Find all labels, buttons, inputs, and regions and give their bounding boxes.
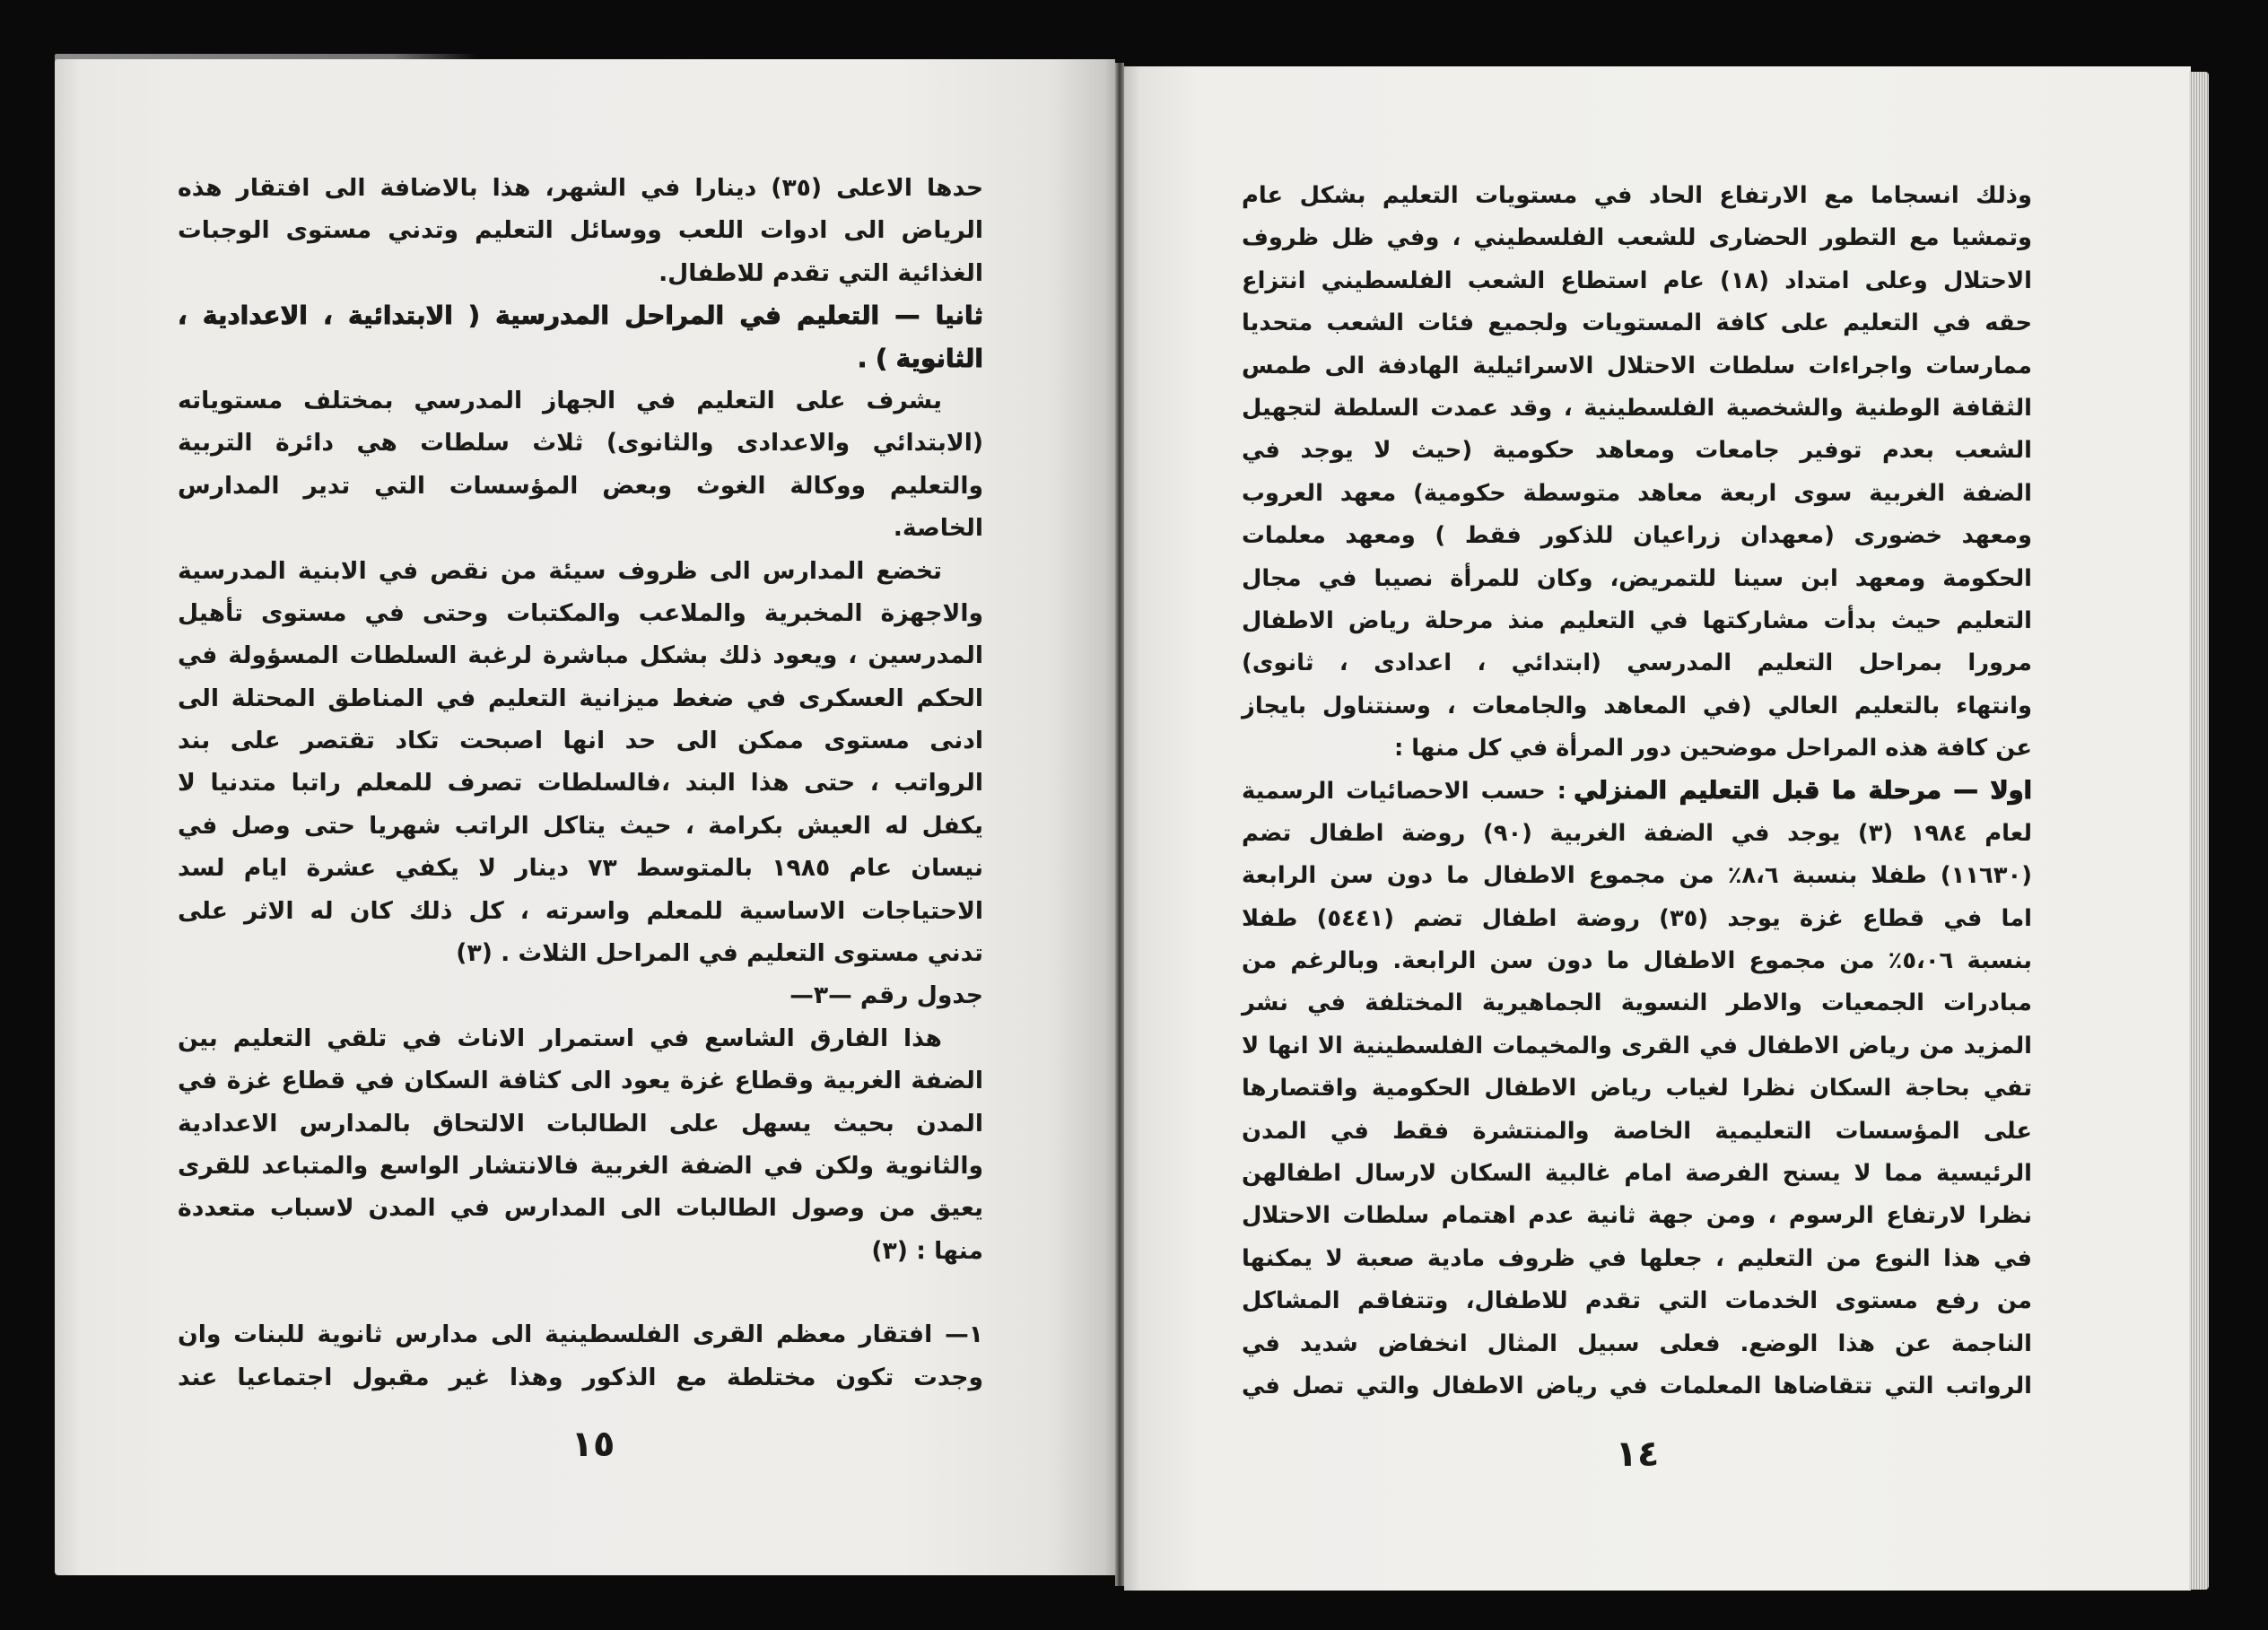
line-text: منها : (٣) <box>871 1236 983 1265</box>
text-line <box>177 209 983 251</box>
line-text: على المؤسسات التعليمية الخاصة والمنتشرة فقط في المدن <box>1242 1117 2032 1145</box>
text-line <box>177 1145 983 1187</box>
line-text: الشعب بعدم توفير جامعات ومعاهد حكومية (حيث لا يوجد في <box>1242 437 2032 465</box>
line-text: في هذا النوع من التعليم ، جعلها في ظروف مادية صعبة لا يمكنها <box>1242 1244 2032 1272</box>
line-text: الحكم العسكرى في ضغط ميزانية التعليم في المناطق المحتلة الى <box>178 684 983 712</box>
line-text: والثانوية ولكن في الضفة الغربية فالانتشار الواسع والمتباعد للقرى <box>178 1151 983 1180</box>
continued-paragraph <box>177 167 983 294</box>
line-text: ادنى مستوى ممكن الى حد انها اصبحت تكاد تقتصر على بند <box>178 727 983 755</box>
text-line <box>177 634 983 676</box>
text-line <box>177 337 983 379</box>
text-line <box>1241 855 2032 897</box>
right-page-text <box>1241 175 2032 1408</box>
line-text: (١١٦٣٠) طفلا بنسبة ٨،٦٪ من مجموع الاطفال ما دون سن الرابعة <box>1242 862 2032 890</box>
line-text: حدها الاعلى (٣٥) دينارا في الشهر، هذا بالاضافة الى افتقار هذه <box>178 174 983 202</box>
text-line <box>1241 260 2032 302</box>
text-line <box>1241 685 2032 728</box>
paragraph-gender-gap <box>177 1017 983 1272</box>
text-line <box>177 379 983 422</box>
line-text: حقه في التعليم على كافة المستويات ولجميع فئات الشعب متحديا <box>1242 309 2032 337</box>
line-text: تخضع المدارس الى ظروف سيئة من نقص في الابنية المدرسية <box>178 556 942 585</box>
line-text: من رفع مستوى الخدمات التي تقدم للاطفال، وتتفاقم المشاكل <box>1242 1287 2032 1315</box>
line-text: بنسبة ٥،٠٦٪ من مجموع الاطفال ما دون سن الرابعة. وبالرغم من <box>1242 947 2032 975</box>
text-line <box>177 1230 983 1272</box>
line-text: تدني مستوى التعليم في المراحل الثلاث . (٣) <box>456 939 983 968</box>
text-line <box>1241 345 2032 388</box>
line-text: ١— افتقار معظم القرى الفلسطينية الى مدارس ثانوية للبنات وان <box>178 1321 983 1349</box>
line-text: المدن بحيث يسهل على الطالبات الالتحاق بالمدارس الاعدادية <box>178 1109 983 1138</box>
list-item <box>177 1313 983 1399</box>
text-line <box>177 550 983 592</box>
line-text: عن كافة هذه المراحل موضحين دور المرأة في كل منها : <box>1394 735 2032 763</box>
text-line <box>1241 1025 2032 1068</box>
line-text: المدرسين ، ويعود ذلك بشكل مباشرة لرغبة السلطات المسؤولة في <box>178 641 983 670</box>
book-spine <box>1115 63 1124 1586</box>
text-line <box>1241 982 2032 1024</box>
line-text: نيسان عام ١٩٨٥ بالمتوسط ٧٣ دينار لا يكفي عشرة ايام لسد <box>178 854 983 883</box>
left-page <box>55 59 1115 1575</box>
text-line <box>177 762 983 804</box>
line-text: مرورا بمراحل التعليم المدرسي (ابتدائي ، اعدادى ، ثانوى) <box>1242 649 2032 677</box>
text-line <box>177 677 983 719</box>
text-line <box>177 422 983 464</box>
text-line <box>1241 1280 2032 1322</box>
page-number: ١٥ <box>571 1424 615 1465</box>
line-text: وذلك انسجاما مع الارتفاع الحاد في مستويات التعليم بشكل عام <box>1242 182 2032 209</box>
text-line <box>1241 473 2032 515</box>
text-line <box>1241 1195 2032 1237</box>
line-text: لعام ١٩٨٤ (٣) يوجد في الضفة الغربية (٩٠) روضة اطفال تضم <box>1242 819 2032 847</box>
text-line <box>1241 302 2032 344</box>
line-text: يكفل له العيش بكرامة ، حيث يتاكل الراتب شهريا حتى وصل في <box>178 811 983 840</box>
text-line <box>177 805 983 847</box>
line-text: ثانيا — التعليم في المراحل المدرسية ( الابتدائية ، الاعدادية ، <box>178 301 983 331</box>
page-number: ١٤ <box>1615 1434 1660 1475</box>
left-page-text <box>177 167 983 1399</box>
line-text: الرياض الى ادوات اللعب ووسائل التعليم وتدني مستوى الوجبات <box>178 216 983 245</box>
text-line <box>1241 642 2032 684</box>
line-text: مبادرات الجمعيات والاطر النسوية الجماهيرية المختلفة في نشر <box>1242 989 2032 1017</box>
table-reference <box>177 974 983 1016</box>
line-text: وتمشيا مع التطور الحضارى للشعب الفلسطيني ، وفي ظل ظروف <box>1242 224 2032 252</box>
line-text: الخاصة. <box>893 514 983 543</box>
line-text: الرواتب التي تتقاضاها المعلمات في رياض الاطفال والتي تصل في <box>1242 1372 2032 1399</box>
line-text: الثانوية ) . <box>857 343 983 373</box>
text-line <box>1241 217 2032 259</box>
line-text: ممارسات واجراءات سلطات الاحتلال الاسرائيلية الهادفة الى طمس <box>1242 352 2032 379</box>
text-line <box>177 1356 983 1399</box>
line-text: الرواتب ، حتى هذا البند ،فالسلطات تصرف للمعلم راتبا متدنيا لا <box>178 769 983 798</box>
line-text: الرئيسية مما لا يسنح الفرصة امام غالبية السكان لارسال اطفالهن <box>1242 1159 2032 1187</box>
continued-paragraph <box>1241 175 2032 770</box>
text-line <box>177 507 983 549</box>
text-line <box>1241 898 2032 940</box>
text-line <box>1241 770 2032 812</box>
line-text: والتعليم ووكالة الغوث وبعض المؤسسات التي تدير المدارس <box>178 471 983 500</box>
paragraph-school-conditions <box>177 550 983 975</box>
page-stack-edges <box>2189 72 2209 1590</box>
section-heading-secondary-education <box>177 294 983 379</box>
text-line <box>1241 1323 2032 1365</box>
text-line <box>1241 940 2032 982</box>
text-line <box>1241 1111 2032 1153</box>
right-page <box>1124 66 2191 1591</box>
text-line <box>1241 558 2032 600</box>
text-line <box>1241 430 2032 472</box>
text-line <box>177 1187 983 1229</box>
line-text: ومعهد خضورى (معهدان زراعيان للذكور فقط ) ومعهد معلمات <box>1242 522 2032 550</box>
line-text: اما في قطاع غزة يوجد (٣٥) روضة اطفال تضم (٥٤٤١) طفلا <box>1242 904 2032 932</box>
section-kindergarten <box>1241 770 2032 1408</box>
text-line <box>1241 388 2032 430</box>
line-text: والاجهزة المخبرية والملاعب والمكتبات وحتى في مستوى تأهيل <box>178 598 983 627</box>
text-line <box>177 294 983 336</box>
text-line <box>177 592 983 634</box>
text-line <box>177 1313 983 1355</box>
line-text: هذا الفارق الشاسع في استمرار الاناث في تلقي التعليم بين <box>178 1024 942 1052</box>
text-line <box>177 847 983 889</box>
text-line <box>1241 1153 2032 1195</box>
line-text: التعليم حيث بدأت مشاركتها في التعليم منذ مرحلة رياض الاطفال <box>1242 606 2032 634</box>
line-text: المزيد من رياض الاطفال في القرى والمخيمات الفلسطينية الا انها لا <box>1242 1032 2032 1059</box>
line-text: الضفة الغربية وقطاع غزة يعود الى كثافة السكان في قطاع غزة في <box>178 1067 983 1095</box>
text-line <box>177 252 983 294</box>
text-line <box>177 1017 983 1059</box>
text-line <box>1241 1365 2032 1408</box>
text-line <box>1241 813 2032 855</box>
text-line <box>177 719 983 762</box>
paragraph-supervision <box>177 379 983 550</box>
line-text: الثقافة الوطنية والشخصية الفلسطينية ، وقد عمدت السلطة لتجهيل <box>1242 394 2032 422</box>
line-text: الاحتلال وعلى امتداد (١٨) عام استطاع الشعب الفلسطيني انتزاع <box>1241 266 2032 294</box>
text-line <box>1241 515 2032 557</box>
line-text: تفي بحاجة السكان نظرا لغياب رياض الاطفال الحكومية واقتصارها <box>1242 1075 2032 1103</box>
line-text: وجدت تكون مختلطة مع الذكور وهذا غير مقبول اجتماعيا عند <box>178 1363 983 1391</box>
text-line <box>177 932 983 974</box>
text-line <box>1241 1238 2032 1280</box>
text-line <box>1241 1068 2032 1110</box>
line-text: نظرا لارتفاع الرسوم ، ومن جهة ثانية عدم اهتمام سلطات الاحتلال <box>1242 1202 2032 1230</box>
line-text: الغذائية التي تقدم للاطفال. <box>659 258 983 287</box>
table-reference-text: جدول رقم —٣— <box>789 981 983 1010</box>
text-line <box>1241 728 2032 770</box>
text-line <box>177 1059 983 1102</box>
line-text: وانتهاء بالتعليم العالي (في المعاهد والجامعات ، وسنتناول بايجاز <box>1242 692 2032 719</box>
text-line <box>1241 600 2032 642</box>
text-line <box>177 1103 983 1145</box>
text-line <box>1241 175 2032 217</box>
line-text: الحكومة ومعهد ابن سينا للتمريض، وكان للمرأة نصيبا في مجال <box>1242 564 2032 592</box>
text-line <box>177 465 983 507</box>
line-text: يعيق من وصول الطالبات الى المدارس في المدن لاسباب متعددة <box>178 1194 983 1223</box>
line-text <box>1242 778 2032 805</box>
section-heading: اولا — مرحلة ما قبل التعليم المنزلي <box>1574 777 2032 806</box>
line-text: الضفة الغربية سوى اربعة معاهد متوسطة حكومية) معهد العروب <box>1242 479 2032 507</box>
line-text: الناجمة عن هذا الوضع. فعلى سبيل المثال انخفاض شديد في <box>1242 1329 2032 1357</box>
line-text: (الابتدائي والاعدادى والثانوى) ثلاث سلطات هي دائرة التربية <box>178 429 983 458</box>
line-text: الاحتياجات الاساسية للمعلم واسرته ، كل ذلك كان له الاثر على <box>178 896 983 925</box>
text-line <box>177 167 983 209</box>
text-line <box>177 890 983 932</box>
line-text-rest: : حسب الاحصائيات الرسمية <box>1242 778 1566 806</box>
line-text: يشرف على التعليم في الجهاز المدرسي بمختلف مستوياته <box>178 386 942 414</box>
